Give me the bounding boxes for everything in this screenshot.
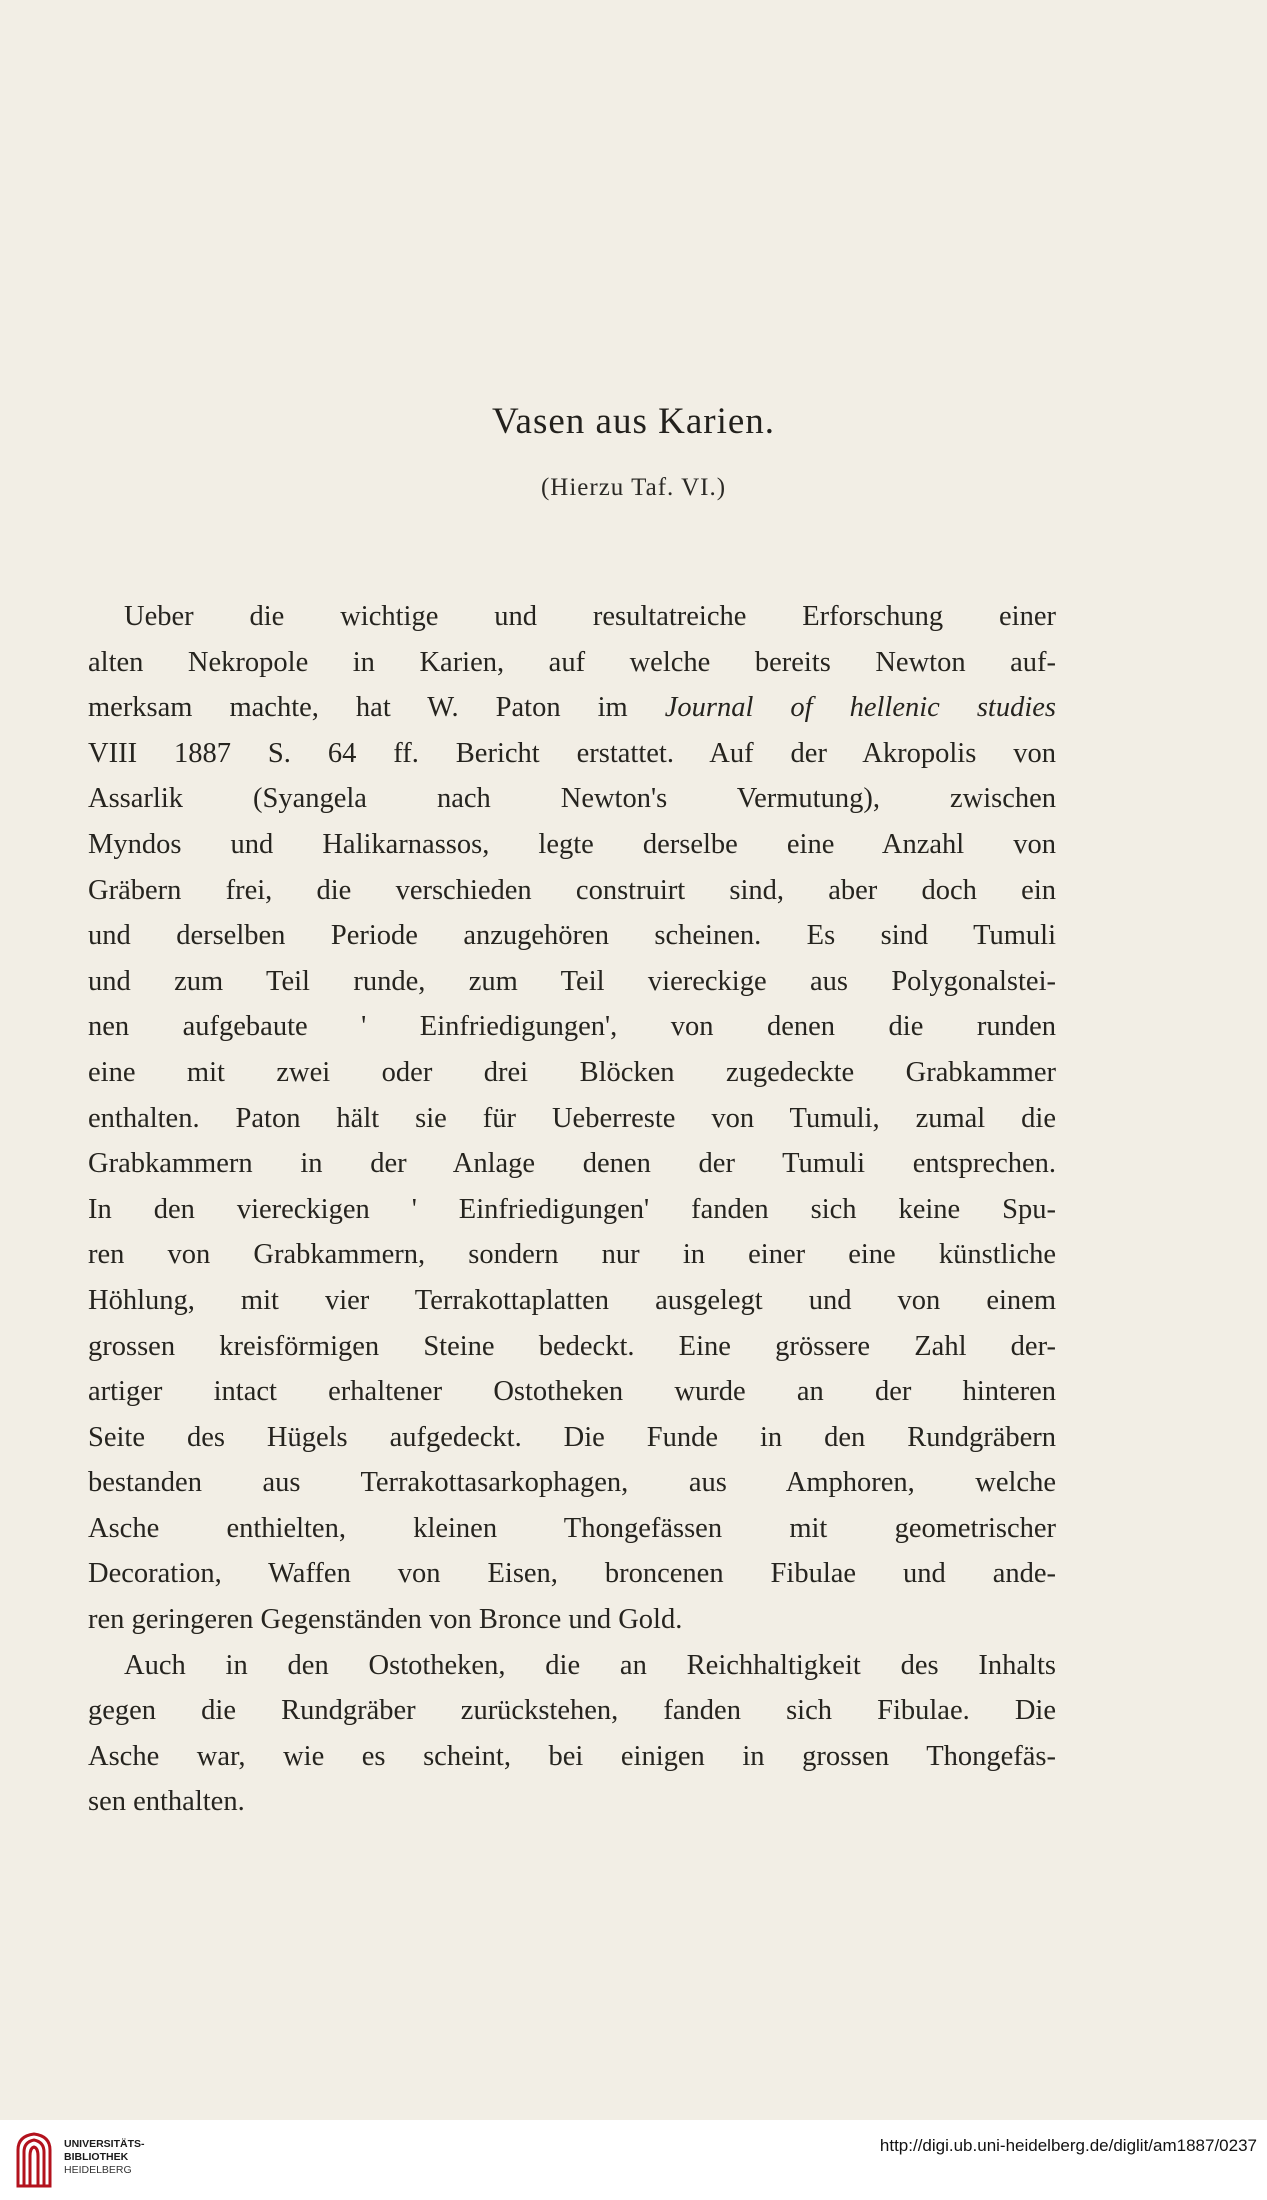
text-line: VIII 1887 S. 64 ff. Bericht erstattet. Auf der Akropolis von [88,737,1056,769]
article-subtitle: (Hierzu Taf. VI.) [540,474,727,501]
text-line: Myndos und Halikarnassos, legte derselbe eine Anzahl von [88,828,1056,860]
text-line: und zum Teil runde, zum Teil viereckige aus Polygonalstei- [88,965,1056,997]
library-name-line-3: HEIDELBERG [64,2164,132,2176]
text-line: artiger intact erhaltener Ostotheken wurde an der hinteren [88,1376,1056,1408]
text-line: Gräbern frei, die verschieden construirt sind, aber doch ein [88,874,1056,906]
text-line: enthalten. Paton hält sie für Ueberreste von Tumuli, zumal die [88,1102,1056,1134]
library-name-line-2: BIBLIOTHEK [64,2151,129,2163]
text-line: ren geringeren Gegenständen von Bronce und Gold. [88,1604,683,1636]
text-line: und derselben Periode anzugehören scheinen. Es sind Tumuli [88,920,1056,952]
library-name-line-1: UNIVERSITÄTS- [64,2138,145,2150]
permalink-url[interactable]: http://digi.ub.uni-heidelberg.de/diglit/am1887/0237 [879,2136,1257,2155]
text-line: Decoration, Waffen von Eisen, broncenen Fibulae und ande- [88,1558,1056,1590]
text-line: Grabkammern in der Anlage denen der Tumuli entsprechen. [88,1148,1056,1180]
text-line: Ueber die wichtige und resultatreiche Erforschung einer [124,601,1056,632]
text-line: sen enthalten. [88,1786,245,1818]
text-line: nen aufgebaute ' Einfriedigungen', von denen die runden [88,1011,1056,1043]
library-name [64,2138,145,2177]
text-line: gegen die Rundgräber zurückstehen, fanden sich Fibulae. Die [88,1695,1056,1727]
text-line-before-journal: merksam machte, hat W. Paton im [88,692,665,724]
text-line: Höhlung, mit vier Terrakottaplatten ausgelegt und von einem [88,1284,1056,1316]
text-line: eine mit zwei oder drei Blöcken zugedeckte Grabkammer [88,1056,1056,1088]
text-line: grossen kreisförmigen Steine bedeckt. Eine grössere Zahl der- [88,1330,1056,1362]
text-line: Seite des Hügels aufgedeckt. Die Funde in den Rundgräbern [88,1421,1056,1453]
text-line: Assarlik (Syangela nach Newton's Vermutung), zwischen [88,783,1056,815]
text-line: ren von Grabkammern, sondern nur in einer eine künstliche [88,1239,1056,1271]
text-line: alten Nekropole in Karien, auf welche bereits Newton auf- [88,646,1056,678]
text-line: In den viereckigen ' Einfriedigungen' fanden sich keine Spu- [88,1193,1056,1225]
text-line: bestanden aus Terrakottasarkophagen, aus Amphoren, welche [88,1467,1056,1499]
footer-bar [0,2120,1267,2200]
heidelberg-library-logo-icon [14,2130,54,2190]
text-line [88,685,1056,731]
text-line: Asche war, wie es scheint, bei einigen in grossen Thongefäs- [88,1740,1056,1772]
journal-title: Journal of hellenic studies [664,692,1056,724]
body-text [88,594,1056,1825]
article-title: Vasen aus Karien. [491,401,776,442]
text-line: Auch in den Ostotheken, die an Reichhaltigkeit des Inhalts [124,1649,1056,1681]
text-line: Asche enthielten, kleinen Thongefässen mit geometrischer [88,1512,1056,1544]
